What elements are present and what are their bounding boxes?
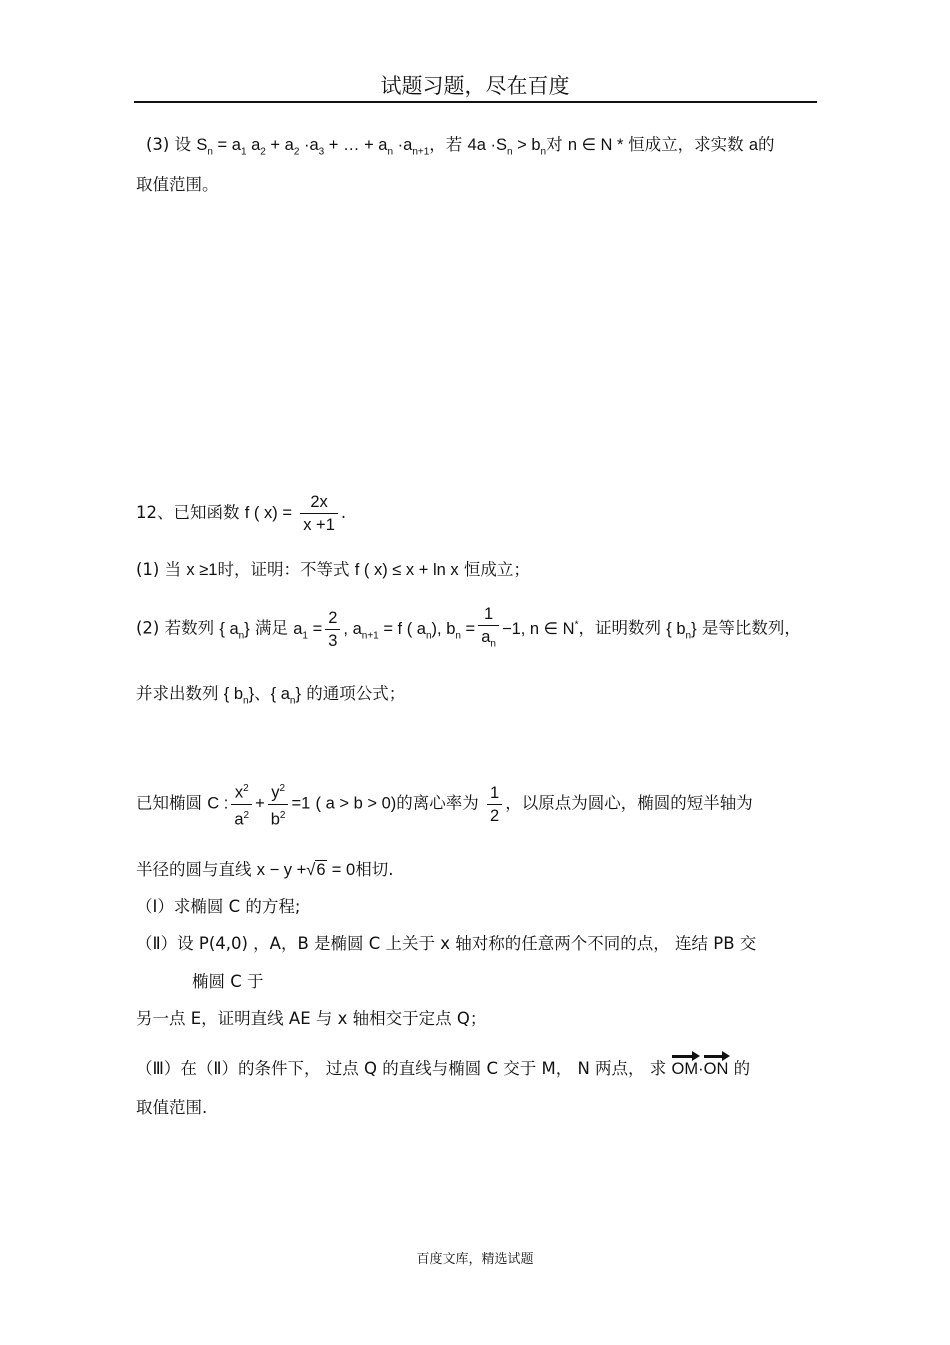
fraction-2x-over-x-plus-1: $\frac{2x}{x +1}$ [300, 493, 338, 534]
fraction-one-over-an: $\frac{1}{a_n}$ [478, 605, 499, 653]
ellipse-statement-line1: 已知椭圆 C : $\frac{x^2}{a^2}$ + $\frac{y^2}{b^2}$ =1 ( a > b > 0)的离心率为 $\frac{1}{2}$ ，以原点为圆心，椭圆的短半轴为 [136, 780, 753, 828]
q11-part3-line1: (3) 设 $S_n = a_1$ $a_2 + a_2 \cdot a_3$ + … + $a_n \cdot a_{n+1}$，若 $4a \cdot S_n > b_n$对 n ∈ N * 恒成立，求实数 a的 [146, 135, 775, 158]
q12-part2-line2: 并求出数列 { $b_n$}、{ $a_n$} 的通项公式； [136, 684, 406, 707]
ellipse-part2-line1: （Ⅱ）设 P(4,0) ，A，B 是椭圆 C 上关于 x 轴对称的任意两个不同的点， 连结 PB 交 [136, 934, 757, 953]
fraction-two-thirds: $\frac{2}{3}$ [325, 609, 340, 650]
page-footer: 百度文库，精选试题 [416, 1252, 534, 1267]
sqrt-six: 6 [316, 861, 326, 879]
ellipse-part1: （Ⅰ）求椭圆 C 的方程; [136, 897, 301, 916]
q12-statement: 12、已知函数 f ( x) = $\frac{2x}{x +1}$ . [136, 493, 347, 534]
q12-part2-line1: (2) 若数列 { $a_n$} 满足 $a_1$ = $\frac{2}{3}$ , $a_{n+1} = f$ ( $a_n$), $b_n$ = $\frac{1}{a_n}$ −1, n ∈ N*，证明数列 { $b_n$} 是等比数列， [136, 605, 801, 653]
q12-part1: (1) 当 x ≥1时，证明：不等式 f ( x) ≤ x + ln x 恒成立； [136, 560, 530, 579]
ellipse-part2-line3: 另一点 E，证明直线 AE 与 x 轴相交于定点 Q； [136, 1009, 487, 1028]
q11-part3-line2: 取值范围。 [136, 175, 219, 194]
ellipse-part3-line2: 取值范围. [136, 1098, 208, 1117]
fraction-x2-over-a2: $\frac{x^2}{a^2}$ [231, 780, 252, 828]
page-header-title: 试题习题，尽在百度 [380, 74, 570, 98]
ellipse-statement-line2: 半径的圆与直线 x − y +√6 = 0相切. [136, 860, 394, 879]
ellipse-part2-line2: 椭圆 C 于 [192, 972, 264, 991]
sum-formula: $S_n = a_1$ $a_2 + a_2 \cdot a_3$ + … + $a_n \cdot a_{n+1}$ [196, 136, 430, 158]
vector-om: OM [671, 1060, 699, 1078]
vector-on: ON [703, 1060, 729, 1078]
q11-part3-label: (3) 设 [146, 135, 192, 154]
header-divider [134, 101, 817, 103]
ellipse-part3-line1: （Ⅲ）在（Ⅱ）的条件下， 过点 Q 的直线与椭圆 C 交于 M， N 两点， 求 OM·ON 的 [136, 1059, 751, 1078]
fraction-y2-over-b2: $\frac{y^2}{b^2}$ [268, 780, 289, 828]
fraction-one-half: $\frac{1}{2}$ [487, 784, 502, 825]
q12-label: 12、已知函数 [136, 503, 240, 522]
inequality: $4a \cdot S_n > b_n$ [467, 136, 547, 158]
